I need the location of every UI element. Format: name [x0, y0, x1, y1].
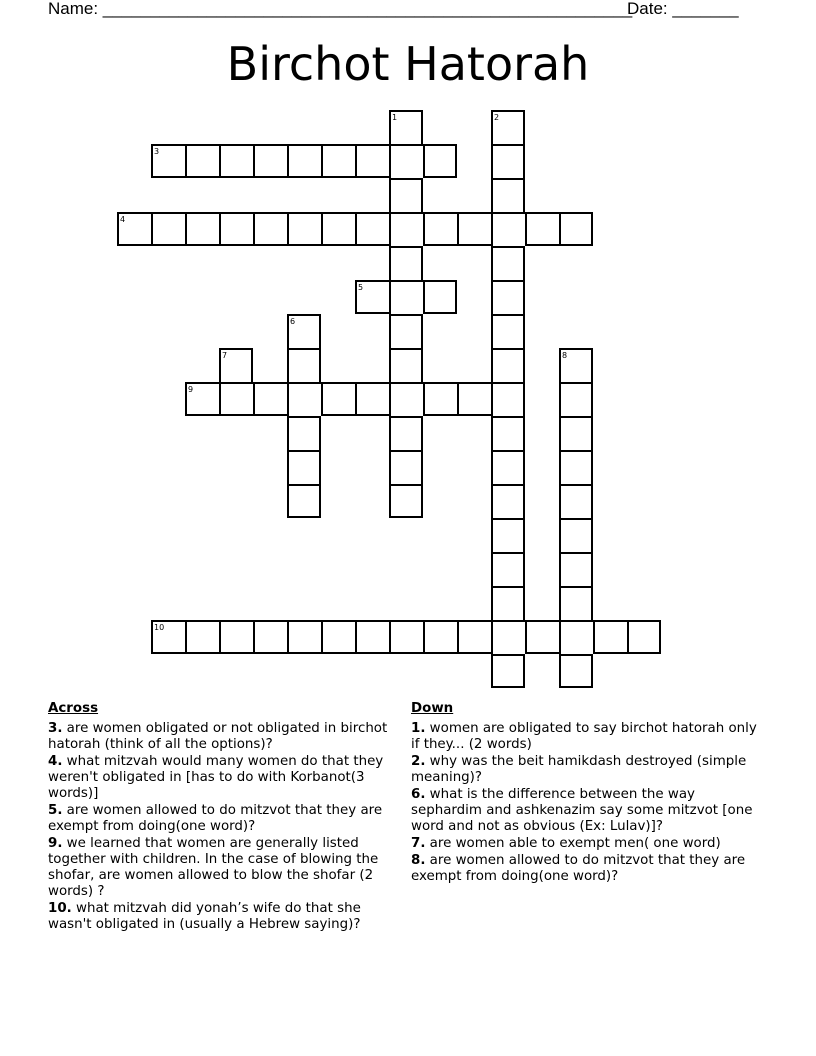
grid-cell[interactable] — [389, 416, 423, 450]
grid-cell[interactable] — [491, 552, 525, 586]
grid-cell[interactable] — [423, 620, 457, 654]
grid-cell[interactable] — [525, 212, 559, 246]
grid-cell[interactable] — [423, 212, 457, 246]
grid-cell[interactable] — [423, 382, 457, 416]
grid-cell[interactable] — [559, 212, 593, 246]
across-heading: Across — [48, 701, 99, 716]
grid-cell[interactable] — [559, 450, 593, 484]
grid-cell[interactable] — [559, 382, 593, 416]
down-heading: Down — [411, 701, 454, 716]
clue-across-5: 5. are women allowed to do mitzvot that they are exempt from doing(one word)? — [48, 803, 383, 834]
grid-cell[interactable] — [253, 620, 287, 654]
grid-cell[interactable] — [253, 144, 287, 178]
clue-number-9: 9 — [188, 385, 194, 394]
grid-cell[interactable] — [491, 654, 525, 688]
clue-down-2: 2. why was the beit hamikdash destroyed (simple meaning)? — [411, 754, 747, 785]
grid-cell[interactable] — [389, 450, 423, 484]
grid-cell[interactable] — [389, 382, 423, 416]
grid-cell[interactable] — [491, 314, 525, 348]
clue-number-10: 10 — [154, 623, 165, 632]
grid-cell[interactable] — [559, 586, 593, 620]
clue-number-5: 5 — [358, 283, 364, 292]
clue-number-1: 1 — [392, 113, 398, 122]
grid-cell[interactable] — [525, 620, 559, 654]
grid-cell[interactable] — [457, 212, 491, 246]
grid-cell[interactable] — [219, 382, 253, 416]
grid-cell[interactable] — [559, 620, 593, 654]
grid-cell[interactable] — [491, 280, 525, 314]
clue-number-7: 7 — [222, 351, 228, 360]
clue-across-3: 3. are women obligated or not obligated in birchot hatorah (think of all the options)? — [48, 721, 388, 752]
clue-down-6: 6. what is the difference between the way sephardim and ashkenazim say some mitzvot [one word and not as obvious (Ex: Lulav)]? — [411, 787, 753, 834]
grid-cell[interactable] — [559, 552, 593, 586]
grid-cell[interactable] — [389, 484, 423, 518]
grid-cell[interactable] — [491, 484, 525, 518]
grid-cell[interactable] — [389, 314, 423, 348]
grid-cell[interactable] — [287, 212, 321, 246]
grid-cell[interactable] — [287, 450, 321, 484]
grid-cell[interactable] — [185, 620, 219, 654]
grid-cell[interactable] — [389, 178, 423, 212]
grid-cell[interactable] — [457, 620, 491, 654]
grid-cell[interactable] — [355, 144, 389, 178]
grid-cell[interactable] — [185, 144, 219, 178]
grid-cell[interactable] — [389, 212, 423, 246]
grid-cell[interactable] — [151, 212, 185, 246]
clue-across-9: 9. we learned that women are generally listed together with children. In the case of blowing the shofar, are women allowed to blow the shofar (2 words) ? — [48, 836, 379, 899]
grid-cell[interactable] — [287, 416, 321, 450]
grid-cell[interactable] — [321, 144, 355, 178]
grid-cell[interactable] — [491, 212, 525, 246]
date-field[interactable]: Date: _______ — [627, 0, 739, 18]
name-field[interactable]: Name: ________________________________________________________ — [48, 0, 633, 18]
grid-cell[interactable] — [389, 620, 423, 654]
grid-cell[interactable] — [423, 280, 457, 314]
grid-cell[interactable] — [491, 450, 525, 484]
grid-cell[interactable] — [491, 246, 525, 280]
grid-cell[interactable] — [389, 348, 423, 382]
grid-cell[interactable] — [491, 178, 525, 212]
grid-cell[interactable] — [287, 348, 321, 382]
clue-down-1: 1. women are obligated to say birchot hatorah only if they... (2 words) — [411, 721, 757, 752]
clue-number-2: 2 — [494, 113, 500, 122]
grid-cell[interactable] — [491, 382, 525, 416]
grid-cell[interactable] — [219, 144, 253, 178]
grid-cell[interactable] — [355, 212, 389, 246]
grid-cell[interactable] — [491, 586, 525, 620]
grid-cell[interactable] — [491, 348, 525, 382]
grid-cell[interactable] — [253, 382, 287, 416]
grid-cell[interactable] — [287, 144, 321, 178]
clue-across-4: 4. what mitzvah would many women do that they weren't obligated in [has to do with Korbanot(3 words)] — [48, 754, 384, 801]
grid-cell[interactable] — [389, 246, 423, 280]
grid-cell[interactable] — [287, 382, 321, 416]
grid-cell[interactable] — [355, 620, 389, 654]
grid-cell[interactable] — [185, 212, 219, 246]
grid-cell[interactable] — [321, 212, 355, 246]
grid-cell[interactable] — [491, 518, 525, 552]
clue-down-7: 7. are women able to exempt men( one word) — [411, 836, 721, 851]
grid-cell[interactable] — [253, 212, 287, 246]
grid-cell[interactable] — [593, 620, 627, 654]
grid-cell[interactable] — [559, 518, 593, 552]
across-clues — [48, 701, 393, 934]
grid-cell[interactable] — [457, 382, 491, 416]
clue-down-8: 8. are women allowed to do mitzvot that they are exempt from doing(one word)? — [411, 853, 746, 884]
grid-cell[interactable] — [321, 382, 355, 416]
grid-cell[interactable] — [389, 144, 423, 178]
page-title: Birchot Hatorah — [226, 37, 590, 91]
grid-cell[interactable] — [491, 144, 525, 178]
grid-cell[interactable] — [559, 416, 593, 450]
clue-number-8: 8 — [562, 351, 568, 360]
grid-cell[interactable] — [321, 620, 355, 654]
grid-cell[interactable] — [389, 280, 423, 314]
grid-cell[interactable] — [559, 484, 593, 518]
grid-cell[interactable] — [627, 620, 661, 654]
grid-cell[interactable] — [423, 144, 457, 178]
grid-cell[interactable] — [355, 382, 389, 416]
clue-across-10: 10. what mitzvah did yonah’s wife do that she wasn't obligated in (usually a Hebrew saying)? — [48, 901, 361, 932]
grid-cell[interactable] — [287, 620, 321, 654]
grid-cell[interactable] — [219, 620, 253, 654]
grid-cell[interactable] — [287, 484, 321, 518]
grid-cell[interactable] — [219, 212, 253, 246]
clue-number-3: 3 — [154, 147, 160, 156]
grid-cell[interactable] — [491, 620, 525, 654]
grid-cell[interactable] — [491, 416, 525, 450]
grid-cell[interactable] — [559, 654, 593, 688]
clue-number-6: 6 — [290, 317, 296, 326]
down-clues — [411, 701, 761, 886]
clue-number-4: 4 — [120, 215, 126, 224]
